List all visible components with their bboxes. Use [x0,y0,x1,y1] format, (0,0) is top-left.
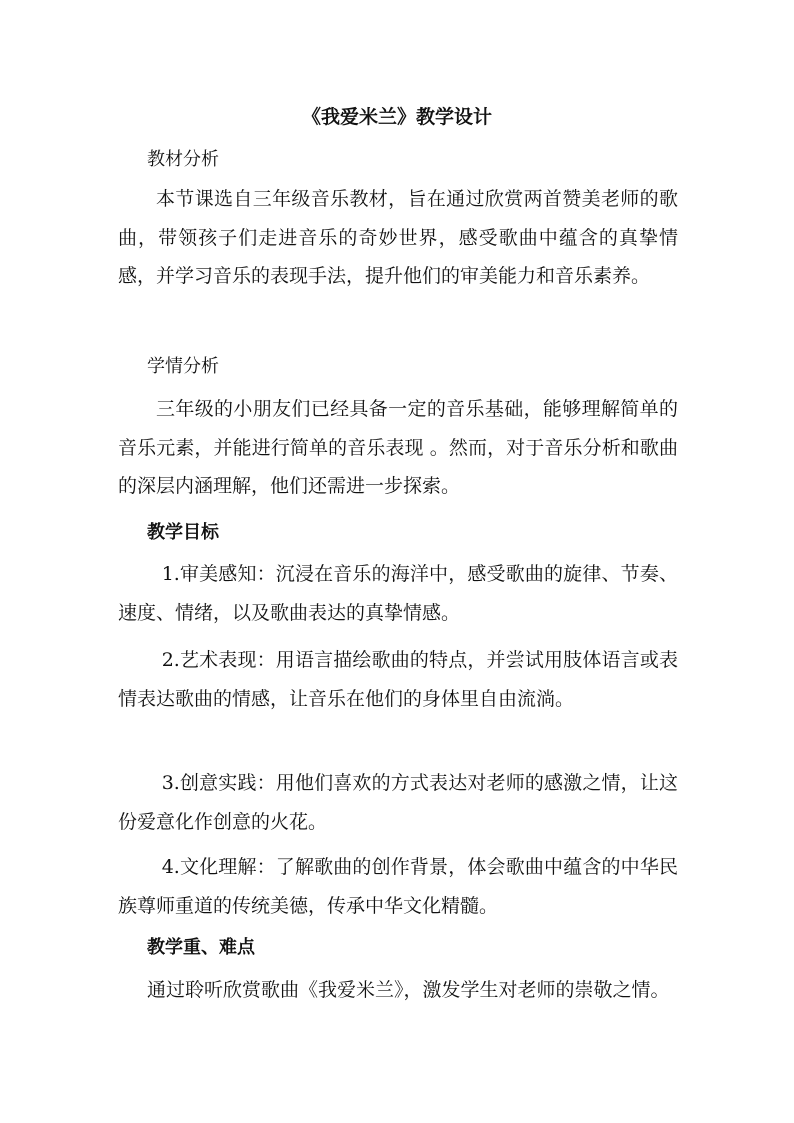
paragraph-material: 本节课选自三年级音乐教材，旨在通过欣赏两首赞美老师的歌曲，带领孩子们走进音乐的奇妙世界，感受歌曲中蕴含的真挚情感，并学习音乐的表现手法，提升他们的审美能力和音乐素养。 [118,188,678,287]
paragraph-students: 三年级的小朋友们已经具备一定的音乐基础，能够理解简单的音乐元素，并能进行简单的音乐表现 。然而，对于音乐分析和歌曲的深层内涵理解，他们还需进一步探索。 [118,398,678,497]
goal-item-1: 1.审美感知：沉浸在音乐的海洋中，感受歌曲的旋律、节奏、速度、情绪，以及歌曲表达的真挚情感。 [118,563,678,624]
section-heading-students: 学情分析 [147,356,219,377]
goal-item-3: 3.创意实践：用他们喜欢的方式表达对老师的感激之情，让这份爱意化作创意的火花。 [118,772,678,833]
section-heading-goals: 教学目标 [147,522,219,543]
goal-item-2: 2.艺术表现：用语言描绘歌曲的特点，并尝试用肢体语言或表情表达歌曲的情感，让音乐在他们的身体里自由流淌。 [118,649,678,710]
paragraph-key-points: 通过聆听欣赏歌曲《我爱米兰》，激发学生对老师的崇敬之情。 [147,979,670,1001]
section-heading-key-points: 教学重、难点 [147,937,255,958]
goal-item-4: 4.文化理解：了解歌曲的创作背景，体会歌曲中蕴含的中华民族尊师重道的传统美德，传承中华文化精髓。 [118,856,678,917]
section-heading-material: 教材分析 [147,149,219,170]
document-title: 《我爱米兰》教学设计 [301,106,492,128]
